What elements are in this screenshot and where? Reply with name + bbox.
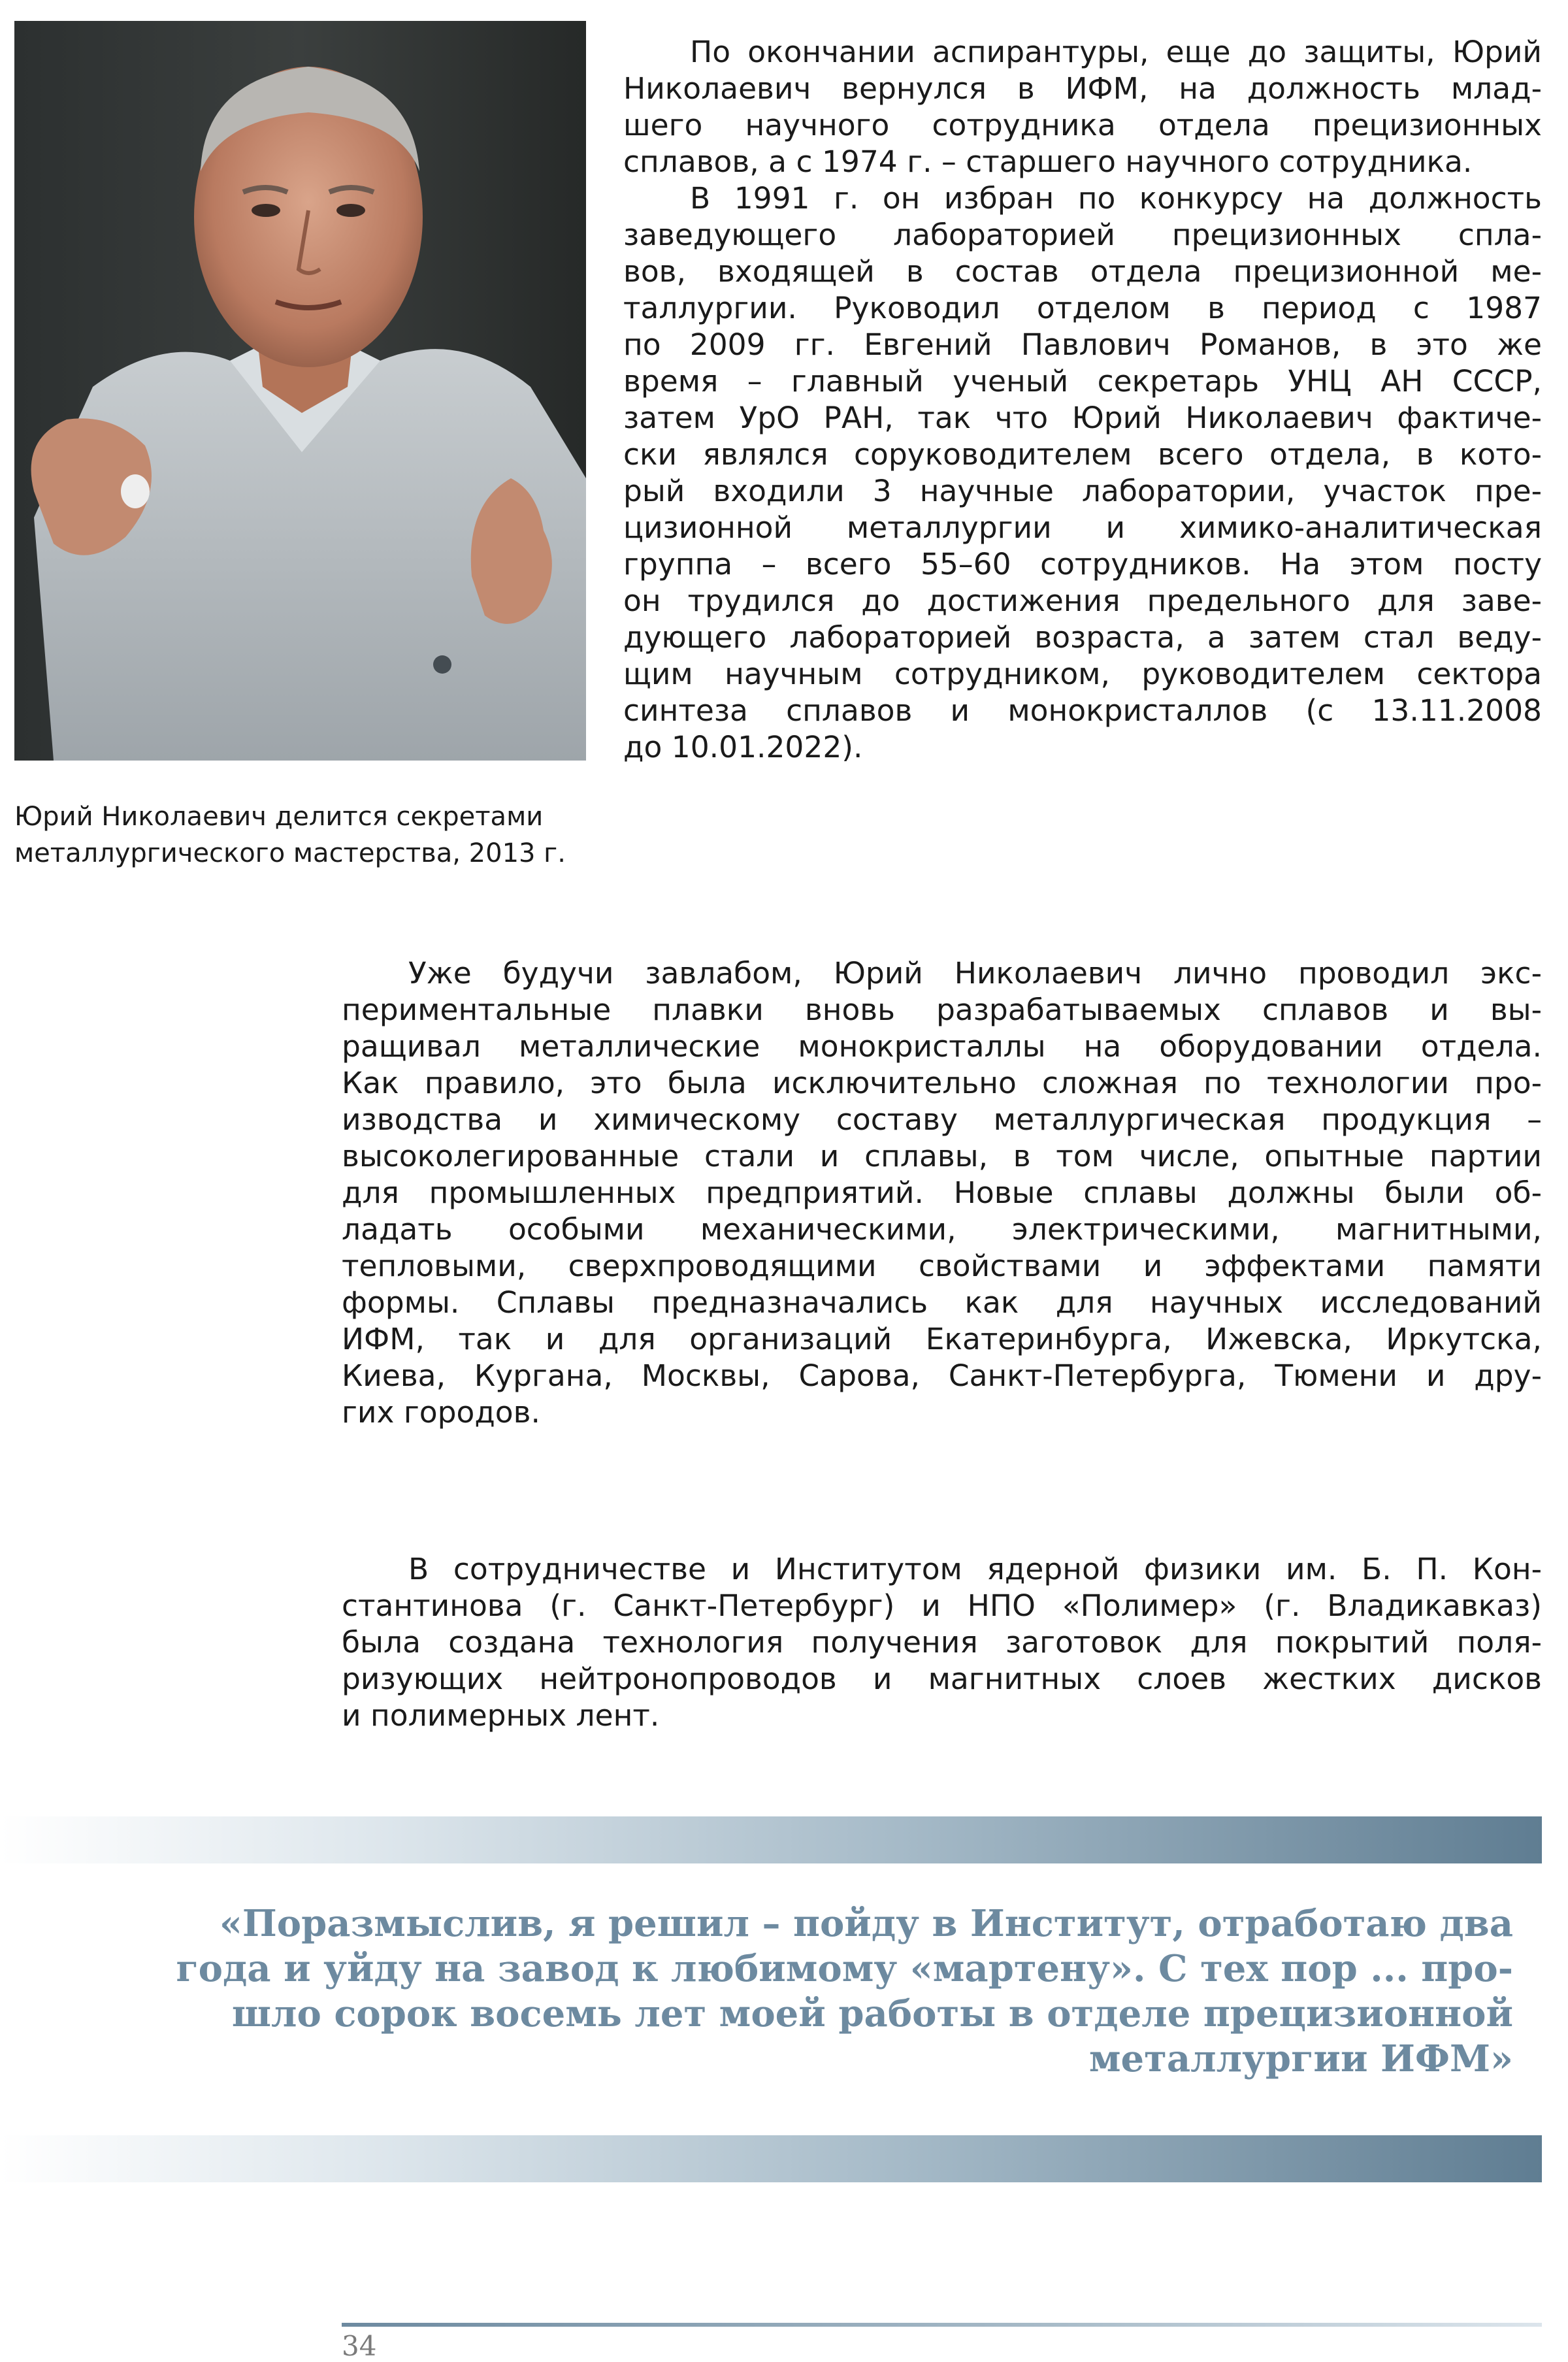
quote-line: «Поразмыслив, я решил – пойду в Институт, отработаю два xyxy=(219,1902,1513,1945)
page-number: 34 xyxy=(342,2330,377,2362)
body-text-wide-paragraph-1 xyxy=(342,955,1542,1431)
text-line: дующего лабораторией возраста, а затем стал веду- xyxy=(623,620,1542,655)
text-line: шего научного сотрудника отдела прецизионных xyxy=(623,108,1542,142)
text-line: сплавов, а с 1974 г. – старшего научного сотрудника. xyxy=(623,144,1473,179)
text-line: группа – всего 55–60 сотрудников. На этом посту xyxy=(623,547,1542,582)
text-line: высоколегированные стали и сплавы, в том числе, опытные партии xyxy=(342,1139,1542,1173)
caption-line: металлургического мастерства, 2013 г. xyxy=(14,838,566,868)
text-line: В 1991 г. он избран по конкурсу на должность xyxy=(690,181,1542,216)
text-line: По окончании аспирантуры, еще до защиты, Юрий xyxy=(690,35,1542,69)
text-line: формы. Сплавы предназначались как для научных исследований xyxy=(342,1285,1542,1320)
text-line: до 10.01.2022). xyxy=(623,730,863,764)
text-line: ИФМ, так и для организаций Екатеринбурга, Ижевска, Иркутска, xyxy=(342,1322,1542,1356)
text-line: периментальные плавки вновь разрабатываемых сплавов и вы- xyxy=(342,992,1542,1027)
text-line: для промышленных предприятий. Новые сплавы должны были об- xyxy=(342,1175,1542,1210)
text-line: таллургии. Руководил отделом в период с 1987 xyxy=(623,291,1542,325)
text-line: ризующих нейтронопроводов и магнитных слоев жестких дисков xyxy=(342,1662,1542,1696)
text-line: тепловыми, сверхпроводящими свойствами и эффектами памяти xyxy=(342,1249,1542,1283)
text-line: рый входили 3 научные лаборатории, участок пре- xyxy=(623,474,1542,508)
text-line: ски являлся соруководителем всего отдела, в кото- xyxy=(623,437,1542,472)
quote-divider-top xyxy=(0,1816,1542,1863)
photo-caption xyxy=(14,798,589,872)
caption-line: Юрий Николаевич делится секретами xyxy=(14,802,544,832)
text-line: щим научным сотрудником, руководителем сектора xyxy=(623,657,1542,691)
text-line: синтеза сплавов и монокристаллов (с 13.11.2008 xyxy=(623,693,1542,728)
quote-line: шло сорок восемь лет моей работы в отделе прецизионной xyxy=(231,1992,1513,2035)
footer-rule xyxy=(342,2323,1542,2327)
text-line: затем УрО РАН, так что Юрий Николаевич фактиче- xyxy=(623,401,1542,435)
text-line: изводства и химическому составу металлургическая продукция – xyxy=(342,1102,1542,1137)
quote-line: года и уйду на завод к любимому «мартену». С тех пор ... про- xyxy=(176,1947,1513,1990)
text-line: была создана технология получения заготовок для покрытий поля- xyxy=(342,1625,1542,1660)
body-text-wide-paragraph-2 xyxy=(342,1551,1542,1734)
text-line: ращивал металлические монокристаллы на оборудовании отдела. xyxy=(342,1029,1542,1064)
text-line: и полимерных лент. xyxy=(342,1698,660,1733)
text-line: Как правило, это была исключительно сложная по технологии про- xyxy=(342,1066,1542,1100)
text-line: цизионной металлургии и химико-аналитическая xyxy=(623,510,1542,545)
portrait-photo xyxy=(14,21,586,761)
text-line: он трудился до достижения предельного для заве- xyxy=(623,583,1542,618)
text-line: время – главный ученый секретарь УНЦ АН СССР, xyxy=(623,364,1542,399)
portrait-image xyxy=(14,21,586,761)
quote-line: металлургии ИФМ» xyxy=(1088,2037,1513,2080)
text-line: ладать особыми механическими, электрическими, магнитными, xyxy=(342,1212,1542,1247)
quote-divider-bottom xyxy=(0,2135,1542,2182)
text-line: Уже будучи завлабом, Юрий Николаевич лично проводил экс- xyxy=(408,956,1542,991)
text-line: Киева, Кургана, Москвы, Сарова, Санкт-Петербурга, Тюмени и дру- xyxy=(342,1358,1542,1393)
body-text-top-column xyxy=(623,34,1542,766)
text-line: гих городов. xyxy=(342,1395,540,1430)
text-line: заведующего лабораторией прецизионных спла- xyxy=(623,218,1542,252)
text-line: вов, входящей в состав отдела прецизионной ме- xyxy=(623,254,1542,289)
pull-quote xyxy=(78,1901,1513,2082)
text-line: стантинова (г. Санкт-Петербург) и НПО «Полимер» (г. Владикавказ) xyxy=(342,1588,1542,1623)
text-line: Николаевич вернулся в ИФМ, на должность млад- xyxy=(623,71,1542,106)
text-line: В сотрудничестве и Институтом ядерной физики им. Б. П. Кон- xyxy=(408,1552,1542,1586)
text-line: по 2009 гг. Евгений Павлович Романов, в это же xyxy=(623,327,1542,362)
